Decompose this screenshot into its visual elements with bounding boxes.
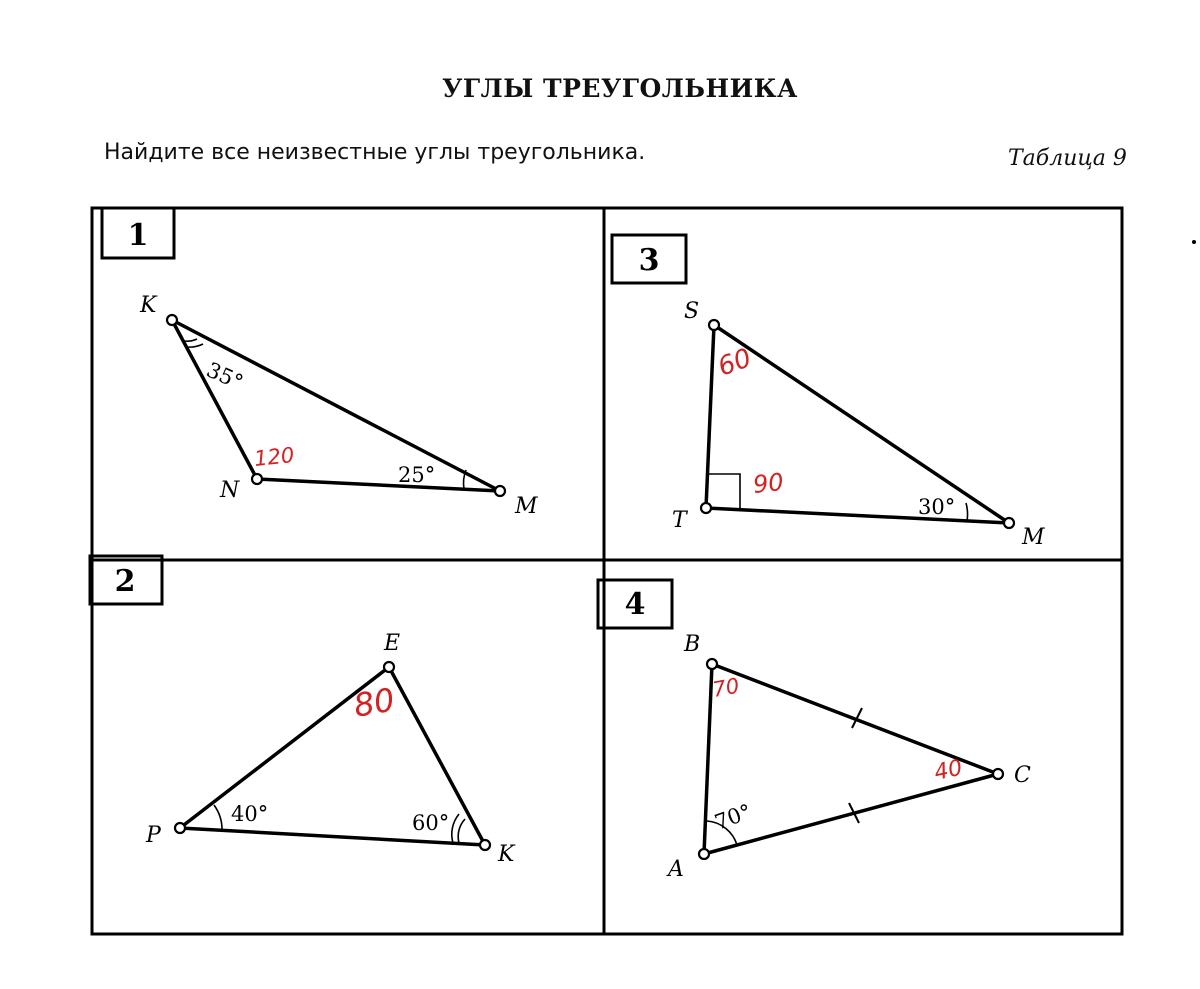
handwritten-answer-60: 60 (714, 343, 756, 383)
vertex-label-k2: K (498, 842, 515, 867)
problem-1-triangle (139, 293, 538, 519)
handwritten-answer-120: 120 (253, 442, 296, 471)
scan-speck (1192, 240, 1196, 244)
angle-label-30: 30° (918, 495, 956, 519)
handwritten-answer-70: 70 (710, 673, 742, 702)
page-title: УГЛЫ ТРЕУГОЛЬНИКА (442, 74, 798, 103)
problem-3-number-box (612, 235, 686, 283)
handwritten-answer-40: 40 (932, 755, 965, 786)
vertex-label-a: A (668, 857, 684, 882)
vertex-label-n: N (220, 478, 240, 503)
handwritten-answer-90: 90 (751, 467, 786, 499)
problem-2-number-box (90, 556, 162, 604)
handwritten-answer-80: 80 (350, 680, 398, 725)
problem-1-number-box (102, 208, 174, 258)
vertex-label-k: K (140, 293, 157, 318)
vertex-label-p: P (146, 823, 161, 848)
problem-2-number: 2 (114, 564, 136, 599)
vertex-label-t: T (672, 508, 687, 533)
vertex-label-m: M (515, 494, 538, 519)
vertex-label-b: B (684, 632, 701, 657)
problem-4-number: 4 (624, 587, 646, 622)
problem-4-number-box (598, 580, 672, 628)
vertex-label-m3: M (1022, 525, 1045, 550)
problem-2-triangle (145, 631, 516, 867)
angle-label-60: 60° (412, 811, 450, 835)
table-label: Таблица 9 (1008, 146, 1127, 171)
problem-1-number: 1 (127, 218, 149, 253)
vertex-label-s: S (684, 299, 700, 324)
angle-label-35: 35° (202, 357, 247, 395)
vertex-label-c: C (1014, 763, 1031, 788)
problem-3-triangle (672, 299, 1045, 550)
angle-label-40: 40° (231, 802, 269, 826)
problem-4-triangle (666, 632, 1031, 882)
angle-label-25: 25° (398, 463, 436, 487)
problem-3-number: 3 (638, 243, 660, 278)
angle-label-70: 70° (711, 799, 755, 835)
vertex-label-e: E (384, 631, 401, 656)
instruction-text: Найдите все неизвестные углы треугольника. (104, 140, 646, 165)
